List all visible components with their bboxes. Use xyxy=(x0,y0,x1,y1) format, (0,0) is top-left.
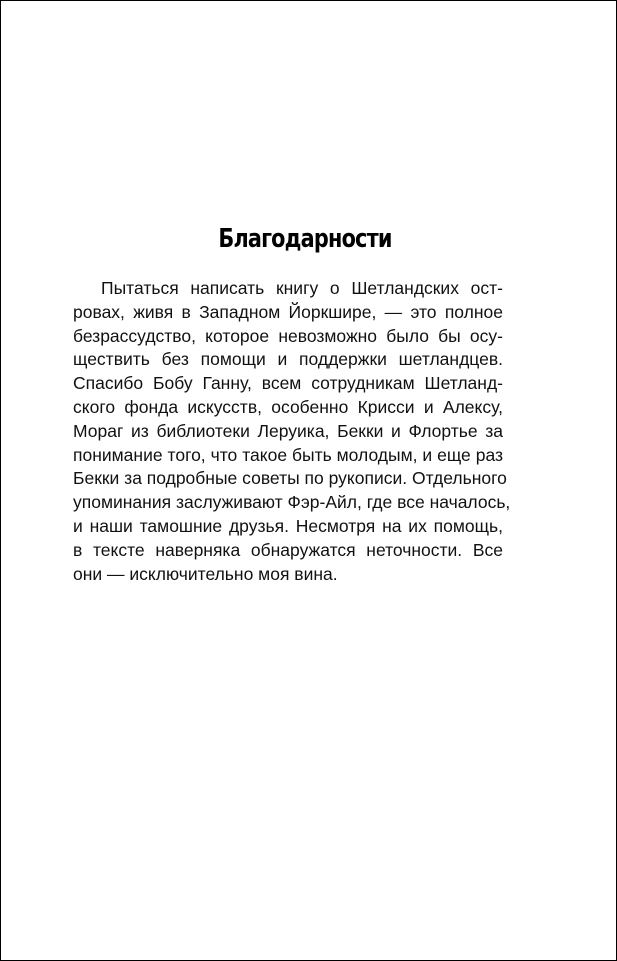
paragraph-line: Мораг из библиотеки Леруика, Бекки и Флортье за xyxy=(73,420,503,441)
paragraph-line: в тексте наверняка обнаружатся неточности. Все xyxy=(73,539,503,560)
paragraph-line: они — исключительно моя вина. xyxy=(73,563,338,584)
paragraph-line: упоминания заслуживают Фэр-Айл, где все началось, xyxy=(73,492,511,513)
paragraph-line: и наши тамошние друзья. Несмотря на их помощь, xyxy=(73,515,503,536)
paragraph-line: ского фонда искусств, особенно Крисси и Алексу, xyxy=(73,396,503,417)
paragraph-line: ществить без помощи и поддержки шетландцев. xyxy=(73,349,503,370)
paragraph-line: безрассудство, которое невозможно было бы осу- xyxy=(73,325,503,346)
paragraph-line: Спасибо Бобу Ганну, всем сотрудникам Шетланд- xyxy=(73,373,503,394)
paragraph-line: ровах, живя в Западном Йоркшире, — это полное xyxy=(73,301,503,322)
paragraph-line: Бекки за подробные советы по рукописи. Отдельного xyxy=(73,468,507,489)
page-title: Благодарности xyxy=(218,224,392,254)
paragraph-line: Пытаться написать книгу о Шетландских ост- xyxy=(101,278,503,298)
acknowledgements-paragraph xyxy=(73,277,511,586)
paragraph-line: понимание того, что такое быть молодым, и еще раз xyxy=(73,444,503,465)
